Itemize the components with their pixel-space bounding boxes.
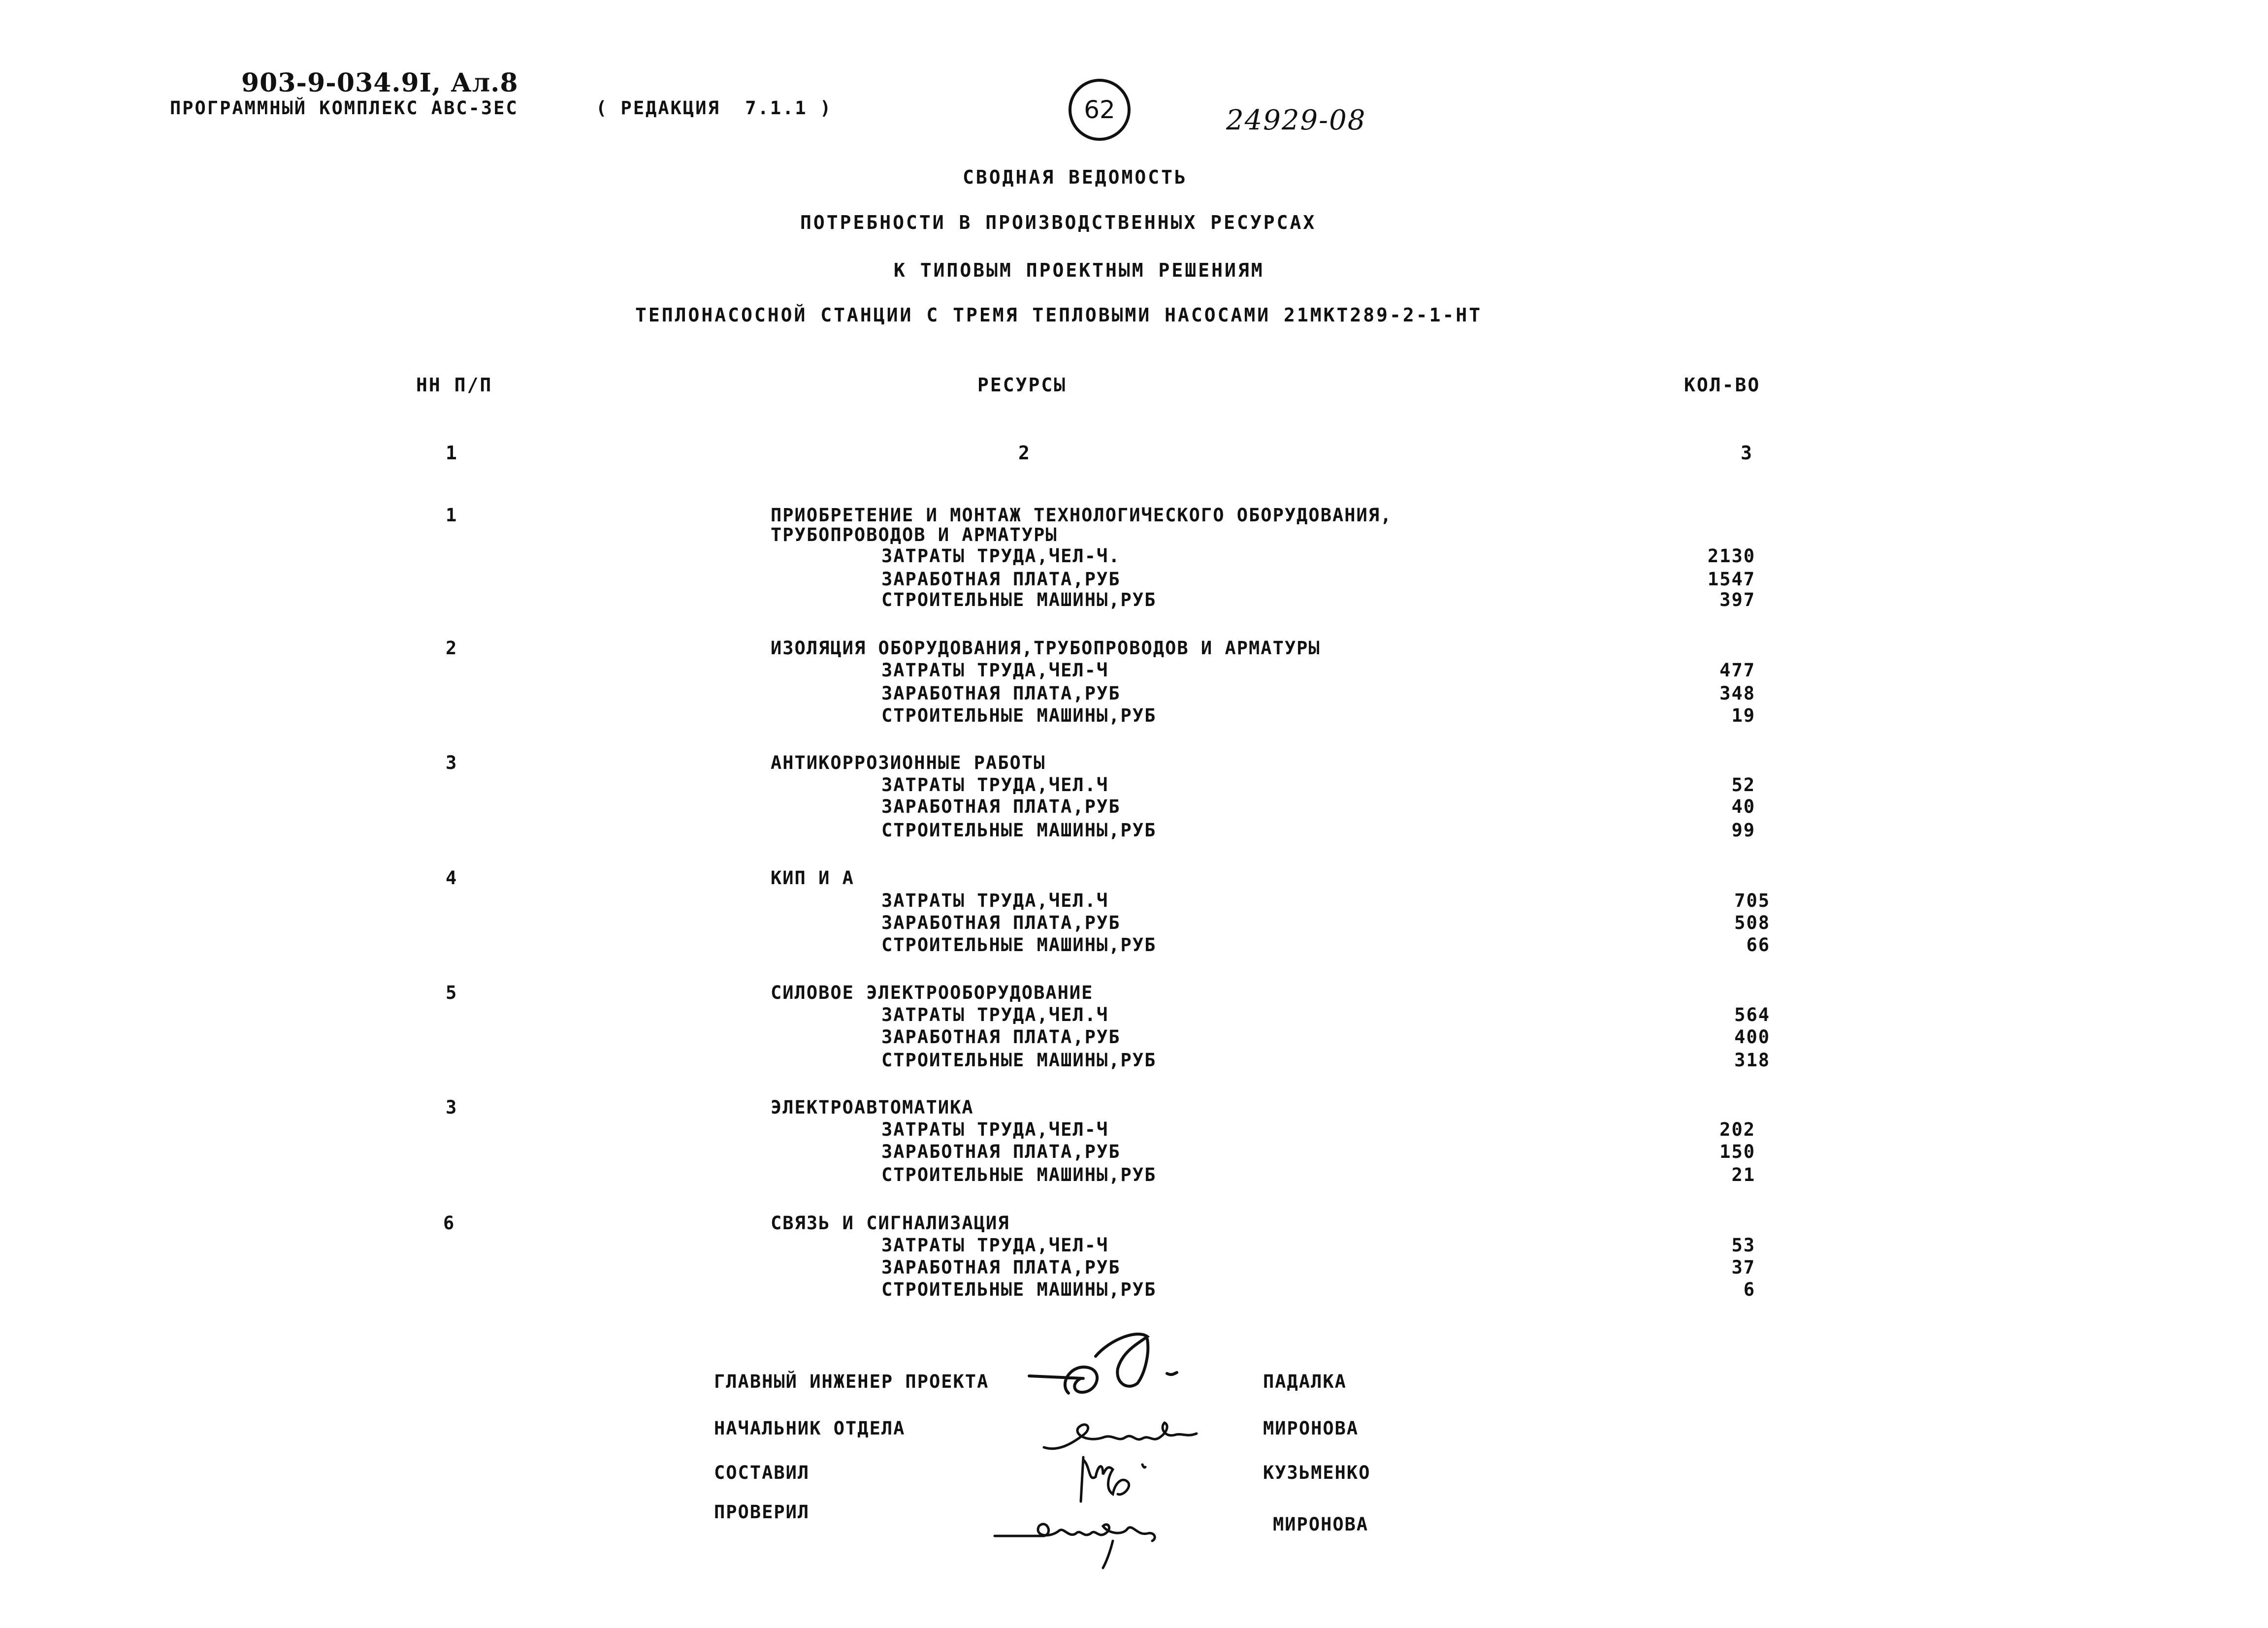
item-label: ЗАРАБОТНАЯ ПЛАТА,РУБ [881, 683, 1121, 704]
title-line-2: ПОТРЕБНОСТИ В ПРОИЗВОДСТВЕННЫХ РЕСУРСАХ [800, 212, 1317, 233]
title-line-3: К ТИПОВЫМ ПРОЕКТНЫМ РЕШЕНИЯМ [894, 259, 1264, 281]
page-number: 62 [1084, 96, 1115, 124]
item-label: ЗАТРАТЫ ТРУДА,ЧЕЛ-Ч [881, 1119, 1109, 1140]
item-value: 397 [1719, 589, 1755, 610]
item-value: 202 [1719, 1119, 1755, 1140]
section-number: 3 [446, 1097, 458, 1118]
item-value: 477 [1719, 660, 1755, 681]
item-label: СТРОИТЕЛЬНЫЕ МАШИНЫ,РУБ [881, 1050, 1157, 1071]
item-value: 66 [1746, 934, 1770, 956]
section-number: 1 [446, 505, 458, 526]
section-title: АНТИКОРРОЗИОННЫЕ РАБОТЫ [771, 752, 1046, 773]
section-title: ИЗОЛЯЦИЯ ОБОРУДОВАНИЯ,ТРУБОПРОВОДОВ И АРМАТУРЫ [771, 638, 1321, 659]
item-label: ЗАТРАТЫ ТРУДА,ЧЕЛ-Ч [881, 660, 1109, 681]
signature-role: ГЛАВНЫЙ ИНЖЕНЕР ПРОЕКТА [714, 1371, 989, 1392]
item-value: 53 [1731, 1235, 1755, 1256]
item-label: ЗАТРАТЫ ТРУДА,ЧЕЛ.Ч [881, 774, 1109, 796]
item-label: ЗАРАБОТНАЯ ПЛАТА,РУБ [881, 1257, 1121, 1278]
signature-name: МИРОНОВА [1273, 1514, 1369, 1535]
section-title: СИЛОВОЕ ЭЛЕКТРООБОРУДОВАНИЕ [771, 982, 1094, 1003]
item-value: 705 [1734, 890, 1770, 911]
column-index-1: 1 [446, 442, 458, 464]
section-number: 3 [446, 752, 458, 773]
column-header-number: НН П/П [416, 374, 493, 396]
section-title: КИП И А [771, 867, 854, 889]
item-value: 40 [1731, 796, 1755, 817]
signature-role: НАЧАЛЬНИК ОТДЕЛА [714, 1418, 906, 1439]
item-value: 1547 [1707, 569, 1755, 590]
section-number: 4 [446, 867, 458, 889]
item-value: 400 [1734, 1026, 1770, 1048]
section-title: СВЯЗЬ И СИГНАЛИЗАЦИЯ [771, 1213, 1010, 1234]
item-label: ЗАТРАТЫ ТРУДА,ЧЕЛ-Ч. [881, 545, 1121, 567]
title-line-1: СВОДНАЯ ВЕДОМОСТЬ [963, 166, 1188, 188]
item-value: 99 [1731, 820, 1755, 841]
item-label: ЗАТРАТЫ ТРУДА,ЧЕЛ.Ч [881, 1004, 1109, 1025]
item-label: СТРОИТЕЛЬНЫЕ МАШИНЫ,РУБ [881, 589, 1157, 610]
item-value: 348 [1719, 683, 1755, 704]
item-label: ЗАТРАТЫ ТРУДА,ЧЕЛ.Ч [881, 890, 1109, 911]
item-label: СТРОИТЕЛЬНЫЕ МАШИНЫ,РУБ [881, 1164, 1157, 1185]
signature-name: ПАДАЛКА [1263, 1371, 1347, 1392]
item-value: 19 [1731, 705, 1755, 726]
item-value: 21 [1731, 1164, 1755, 1185]
section-number: 6 [443, 1213, 455, 1234]
section-title-continued: ТРУБОПРОВОДОВ И АРМАТУРЫ [771, 524, 1058, 545]
signature-role: ПРОВЕРИЛ [714, 1501, 810, 1523]
item-value: 6 [1743, 1279, 1755, 1300]
page-number-circle [1069, 79, 1131, 141]
section-number: 5 [446, 982, 458, 1003]
item-label: СТРОИТЕЛЬНЫЕ МАШИНЫ,РУБ [881, 934, 1157, 956]
item-label: СТРОИТЕЛЬНЫЕ МАШИНЫ,РУБ [881, 1279, 1157, 1300]
section-number: 2 [446, 638, 458, 659]
signature-scribble-4 [990, 1494, 1197, 1573]
section-title: ЭЛЕКТРОАВТОМАТИКА [771, 1097, 974, 1118]
item-label: СТРОИТЕЛЬНЫЕ МАШИНЫ,РУБ [881, 705, 1157, 726]
item-value: 150 [1719, 1141, 1755, 1162]
document-code: 903-9-034.9I, Ал.8 [241, 68, 518, 98]
signature-role: СОСТАВИЛ [714, 1462, 810, 1483]
item-value: 508 [1734, 912, 1770, 933]
edition-label: ( РЕДАКЦИЯ 7.1.1 ) [596, 97, 833, 119]
item-label: ЗАРАБОТНАЯ ПЛАТА,РУБ [881, 569, 1121, 590]
item-label: ЗАРАБОТНАЯ ПЛАТА,РУБ [881, 912, 1121, 933]
signature-name: КУЗЬМЕНКО [1263, 1462, 1371, 1483]
title-line-4: ТЕПЛОНАСОСНОЙ СТАНЦИИ С ТРЕМЯ ТЕПЛОВЫМИ НАСОСАМИ 21МКТ289-2-1-НТ [635, 304, 1483, 326]
item-value: 37 [1731, 1257, 1755, 1278]
item-value: 52 [1731, 774, 1755, 796]
item-label: ЗАРАБОТНАЯ ПЛАТА,РУБ [881, 796, 1121, 817]
item-value: 564 [1734, 1004, 1770, 1025]
section-title: ПРИОБРЕТЕНИЕ И МОНТАЖ ТЕХНОЛОГИЧЕСКОГО ОБОРУДОВАНИЯ, [771, 505, 1393, 526]
item-label: ЗАРАБОТНАЯ ПЛАТА,РУБ [881, 1141, 1121, 1162]
item-label: СТРОИТЕЛЬНЫЕ МАШИНЫ,РУБ [881, 820, 1157, 841]
item-label: ЗАТРАТЫ ТРУДА,ЧЕЛ-Ч [881, 1235, 1109, 1256]
signature-scribble-1 [1024, 1309, 1231, 1408]
column-index-3: 3 [1741, 442, 1753, 464]
column-header-resources: РЕСУРСЫ [977, 374, 1067, 396]
program-name: ПРОГРАММНЫЙ КОМПЛЕКС АВС-ЗЕС [170, 97, 518, 119]
column-index-2: 2 [1018, 442, 1031, 464]
handwritten-number: 24929-08 [1226, 104, 1366, 136]
item-value: 318 [1734, 1050, 1770, 1071]
signature-name: МИРОНОВА [1263, 1418, 1359, 1439]
column-header-quantity: КОЛ-ВО [1684, 374, 1761, 396]
item-value: 2130 [1707, 545, 1755, 567]
item-label: ЗАРАБОТНАЯ ПЛАТА,РУБ [881, 1026, 1121, 1048]
